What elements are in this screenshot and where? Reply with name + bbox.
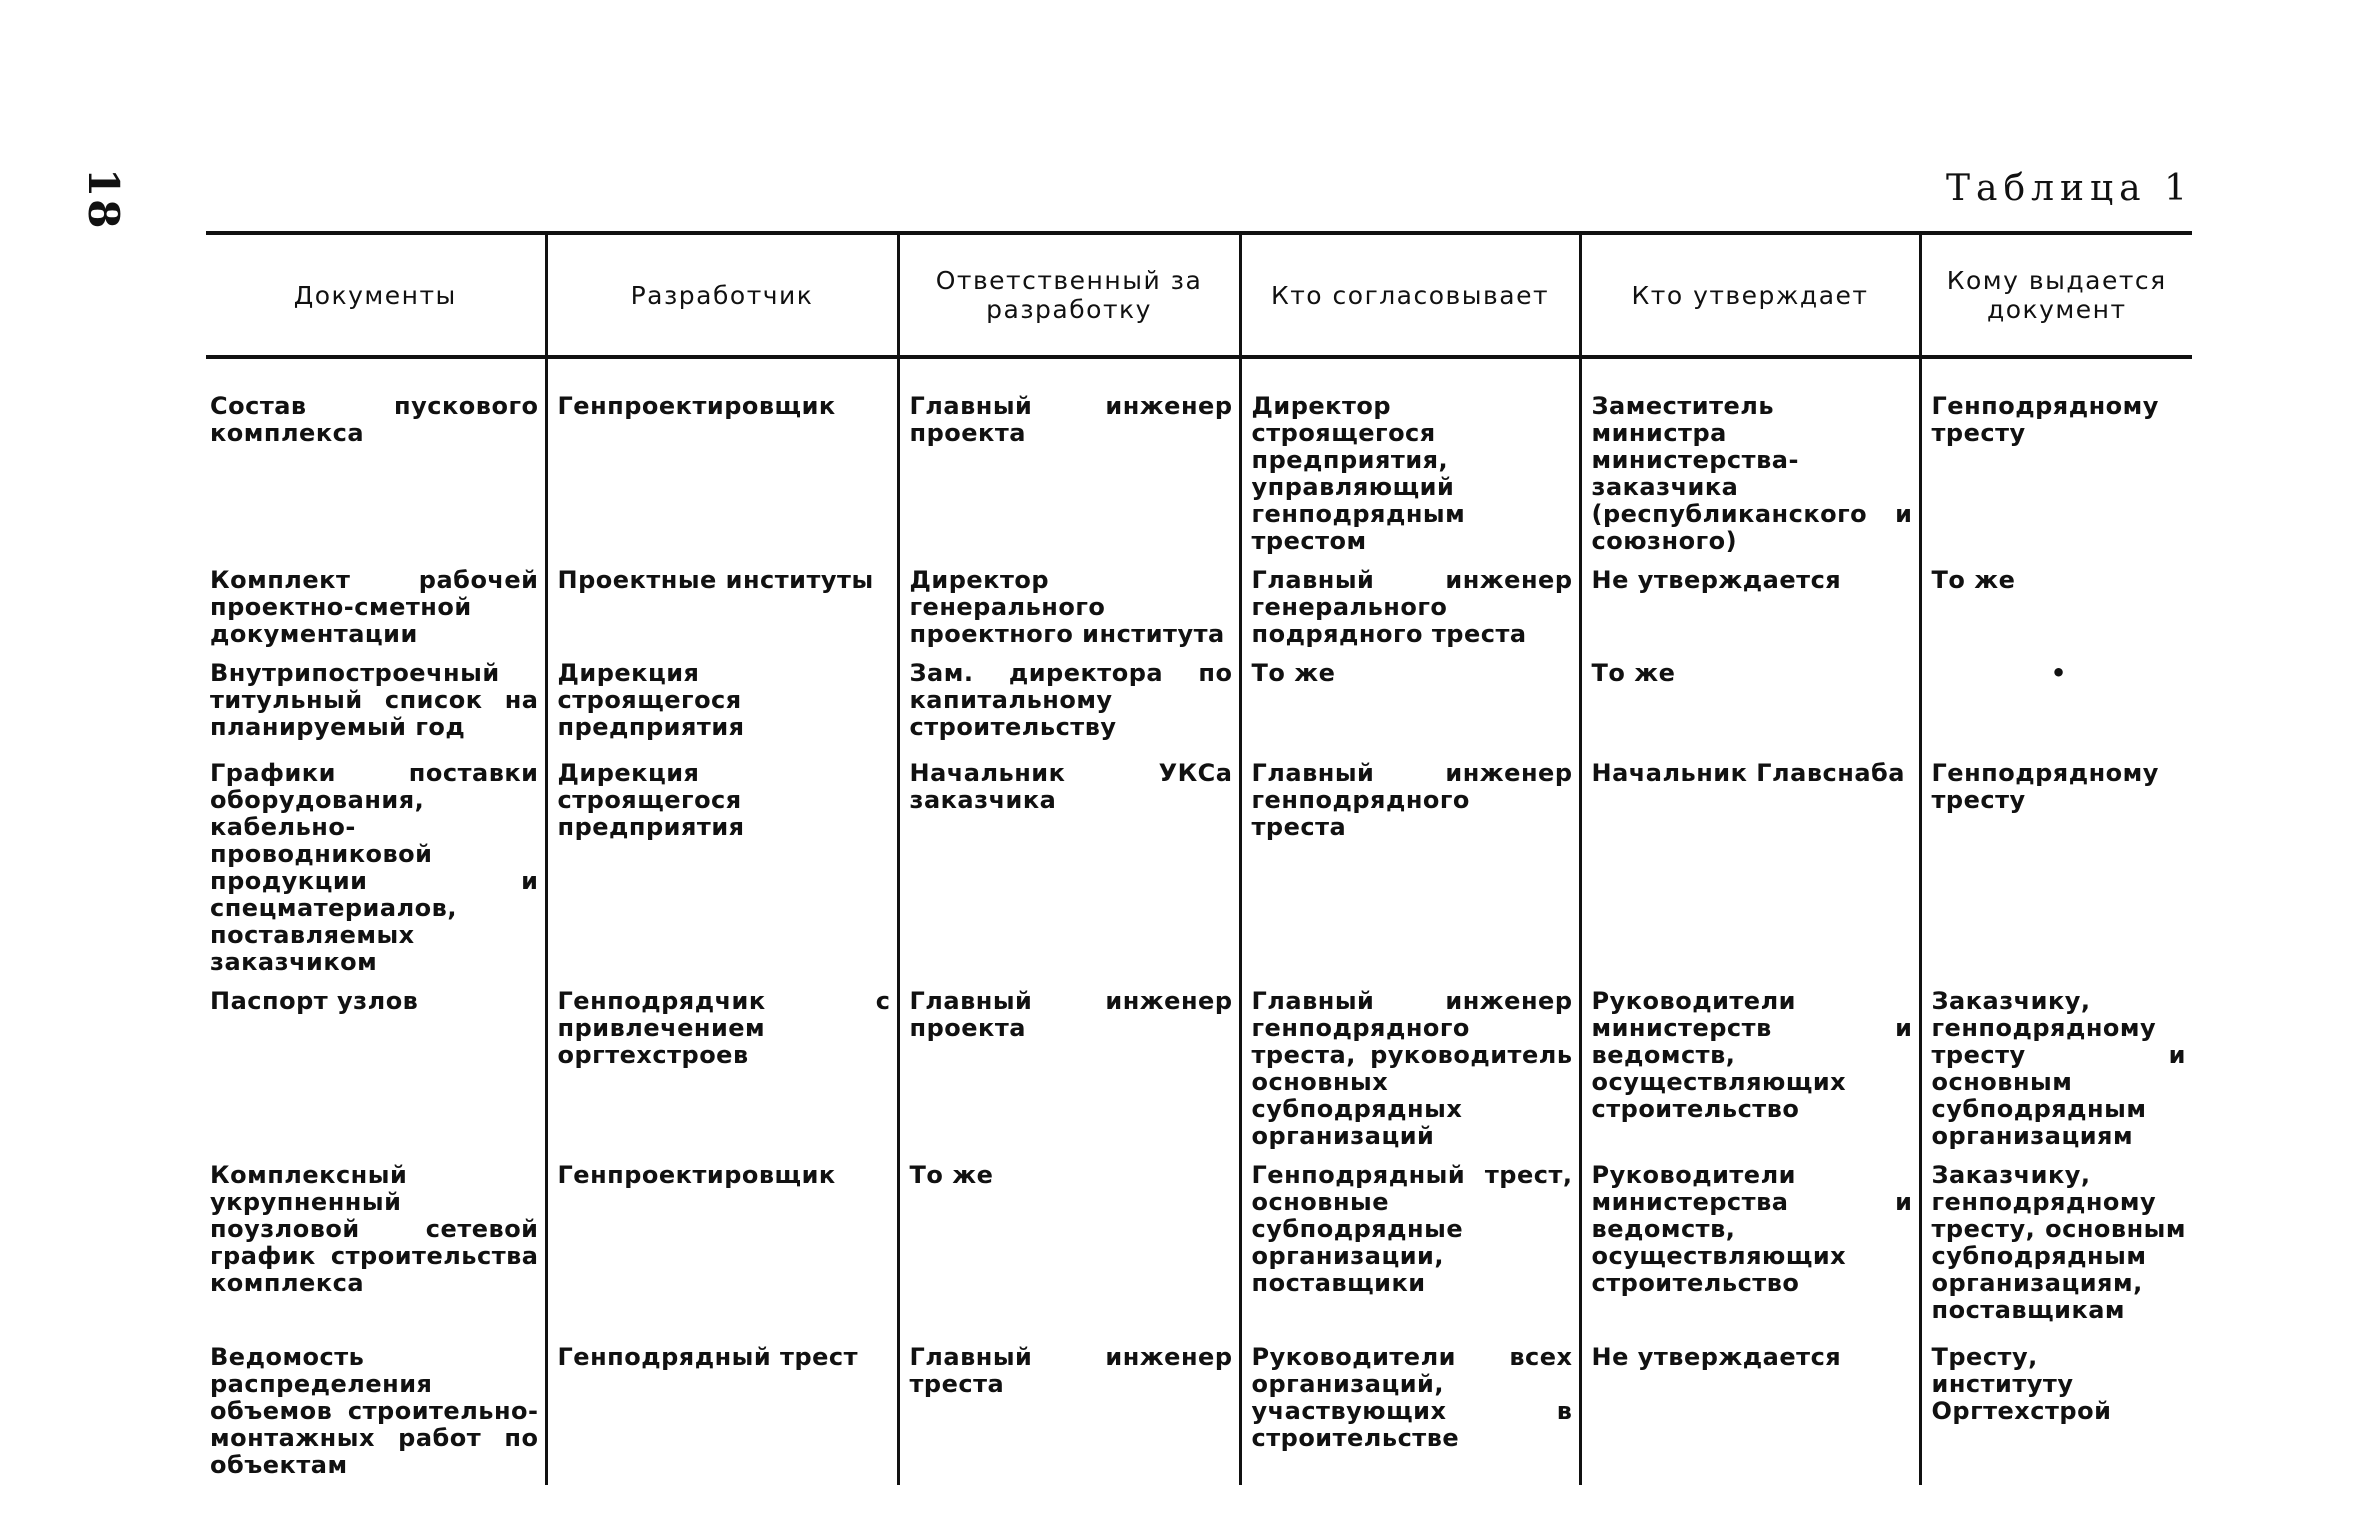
cell-responsible: Директор генерального проектного института: [898, 561, 1240, 654]
cell-recipient: Генподрядному тресту: [1920, 357, 2192, 561]
cell-developer: Генпроектировщик: [546, 1156, 898, 1338]
cell-responsible: Главный инженер проекта: [898, 357, 1240, 561]
cell-developer: Генподрядный трест: [546, 1338, 898, 1485]
cell-recipient: Генподрядному тресту: [1920, 754, 2192, 982]
header-approver-agreement: Кто согласовывает: [1240, 233, 1580, 357]
cell-developer: Проектные институты: [546, 561, 898, 654]
table-row: [206, 982, 2192, 1156]
cell-document: Состав пускового комплекса: [210, 392, 539, 447]
cell-document: Комплексный укрупненный поузловой сетевой график строительства комплекса: [210, 1161, 539, 1297]
cell-agreement: Главный инженер генподрядного треста, руководитель основных субподрядных организаций: [1240, 982, 1580, 1156]
table-row: [206, 357, 2192, 561]
header-row: [206, 233, 2192, 357]
header-documents: Документы: [206, 233, 546, 357]
cell-agreement: Главный инженер генерального подрядного треста: [1240, 561, 1580, 654]
cell-recipient: Заказчику, генподрядному тресту, основным субподрядным организациям, поставщикам: [1920, 1156, 2192, 1338]
cell-approval: Руководители министерства и ведомств, осуществляющих строительство: [1580, 1156, 1920, 1338]
cell-responsible: Главный инженер проекта: [898, 982, 1240, 1156]
table-row: [206, 561, 2192, 654]
cell-agreement: То же: [1240, 654, 1580, 754]
cell-agreement: Главный инженер генподрядного треста: [1240, 754, 1580, 982]
cell-responsible: То же: [898, 1156, 1240, 1338]
header-responsible: Ответственный за разработку: [898, 233, 1240, 357]
table-row: [206, 1156, 2192, 1338]
header-developer: Разработчик: [546, 233, 898, 357]
cell-approval: Не утверждается: [1580, 561, 1920, 654]
cell-document: Комплект рабочей проектно-сметной документации: [210, 566, 539, 648]
cell-responsible: Начальник УКСа заказчика: [898, 754, 1240, 982]
cell-agreement: Руководители всех организаций, участвующих в строительстве: [1240, 1338, 1580, 1485]
cell-responsible: Зам. директора по капитальному строительству: [898, 654, 1240, 754]
header-recipient: Кому выдается документ: [1920, 233, 2192, 357]
table-row: [206, 654, 2192, 754]
cell-recipient: То же: [1920, 561, 2192, 654]
table-body: [206, 357, 2192, 1485]
cell-document: Внутрипостроечный титульный список на планируемый год: [210, 659, 539, 741]
cell-agreement: Директор строящегося предприятия, управляющий генподрядным трестом: [1240, 357, 1580, 561]
cell-approval: Начальник Главснаба: [1580, 754, 1920, 982]
cell-approval: Руководители министерств и ведомств, осуществляющих строительство: [1580, 982, 1920, 1156]
cell-approval: То же: [1580, 654, 1920, 754]
cell-recipient: Тресту, институту Оргтехстрой: [1920, 1338, 2192, 1485]
cell-developer: Генподрядчик с привлечением оргтехстроев: [546, 982, 898, 1156]
cell-agreement: Генподрядный трест, основные субподрядные организации, поставщики: [1240, 1156, 1580, 1338]
cell-developer: Дирекция строящегося предприятия: [546, 654, 898, 754]
page-number: 18: [79, 168, 128, 231]
cell-developer: Дирекция строящегося предприятия: [546, 754, 898, 982]
cell-responsible: Главный инженер треста: [898, 1338, 1240, 1485]
table-row: [206, 1338, 2192, 1485]
cell-document: Графики поставки оборудования, кабельно-проводниковой продукции и спецматериалов, поставляемых заказчиком: [210, 759, 539, 976]
cell-recipient: •: [1920, 654, 2192, 754]
cell-document: Ведомость распределения объемов строительно-монтажных работ по объектам: [210, 1343, 539, 1479]
cell-document: Паспорт узлов: [210, 987, 419, 1015]
cell-developer: Генпроектировщик: [546, 357, 898, 561]
cell-recipient: Заказчику, генподрядному тресту и основным субподрядным организациям: [1920, 982, 2192, 1156]
table-row: [206, 754, 2192, 982]
table-caption: Таблица 1: [1946, 168, 2193, 209]
documents-table: [206, 231, 2192, 1485]
cell-approval: Заместитель министра министерства-заказчика (республиканского и союзного): [1580, 357, 1920, 561]
table-header: [206, 233, 2192, 357]
cell-approval: Не утверждается: [1580, 1338, 1920, 1485]
header-approver: Кто утверждает: [1580, 233, 1920, 357]
